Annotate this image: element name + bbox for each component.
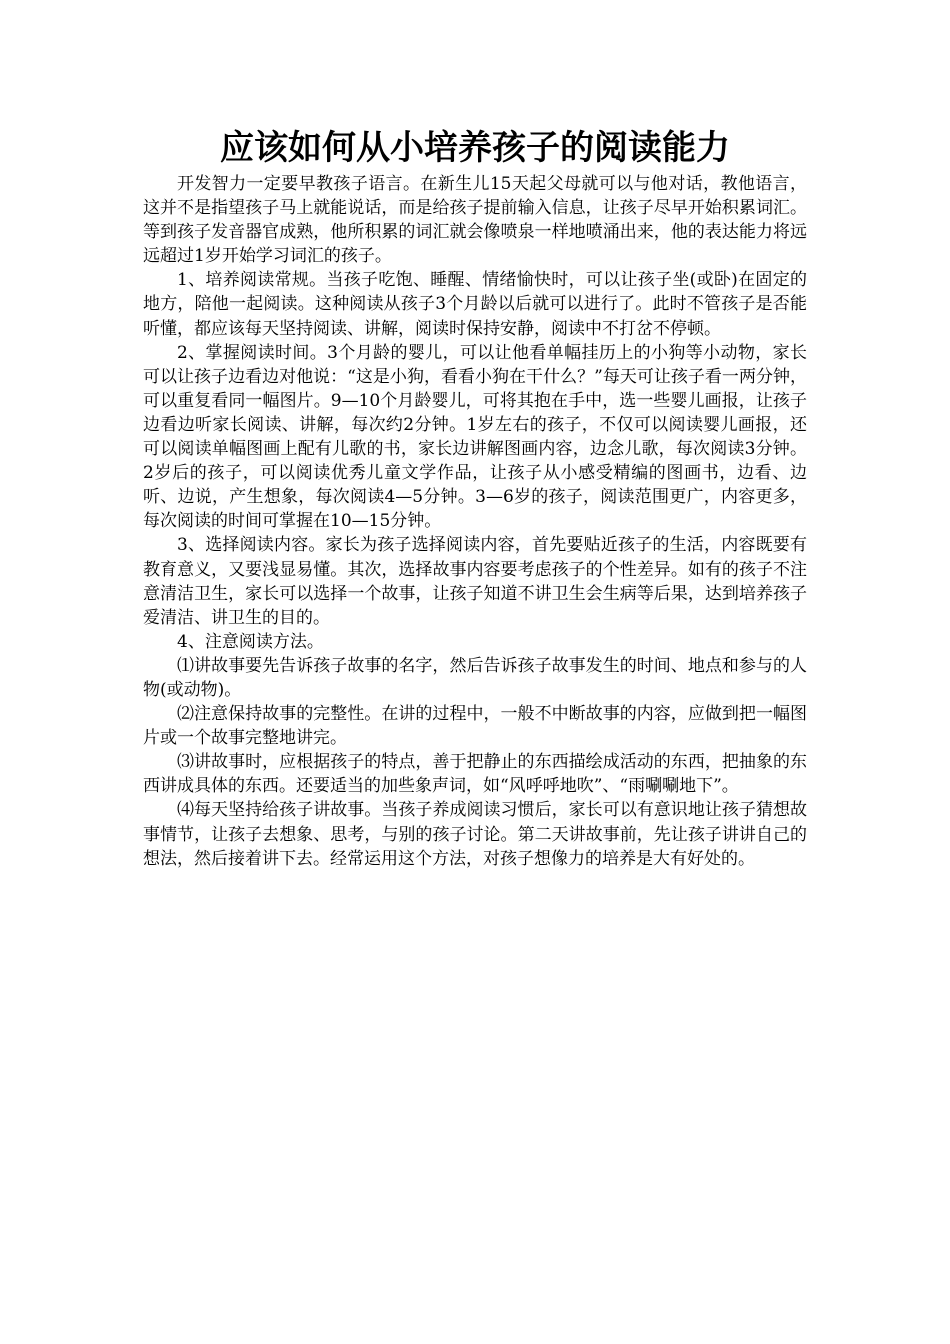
paragraph-method-2: ⑵注意保持故事的完整性。在讲的过程中，一般不中断故事的内容，应做到把一幅图片或一个故事完整地讲完。 [143, 704, 807, 749]
paragraph-reading-time: 2、掌握阅读时间。3个月龄的婴儿，可以让他看单幅挂历上的小狗等小动物，家长可以让孩子边看边对他说：“这是小狗，看看小狗在干什么？”每天可让孩子看一两分钟，可以重复看同一幅图片。9—10个月龄婴儿，可将其抱在手中，选一些婴儿画报，让孩子边看边听家长阅读、讲解，每次约2分钟。1岁左右的孩子，不仅可以阅读婴儿画报，还可以阅读单幅图画上配有儿歌的书，家长边讲解图画内容，边念儿歌，每次阅读3分钟。2岁后的孩子，可以阅读优秀儿童文学作品，让孩子从小感受精编的图画书，边看、边听、边说，产生想象，每次阅读4—5分钟。3—6岁的孩子，阅读范围更广，内容更多，每次阅读的时间可掌握在10—15分钟。 [143, 342, 807, 532]
paragraph-method-1: ⑴讲故事要先告诉孩子故事的名字，然后告诉孩子故事发生的时间、地点和参与的人物(或动物)。 [143, 655, 807, 700]
paragraph-reading-content: 3、选择阅读内容。家长为孩子选择阅读内容，首先要贴近孩子的生活，内容既要有教育意义，又要浅显易懂。其次，选择故事内容要考虑孩子的个性差异。如有的孩子不注意清洁卫生，家长可以选择一个故事，让孩子知道不讲卫生会生病等后果，达到培养孩子爱清洁、讲卫生的目的。 [143, 535, 807, 628]
paragraph-method-3: ⑶讲故事时，应根据孩子的特点，善于把静止的东西描绘成活动的东西，把抽象的东西讲成具体的东西。还要适当的加些象声词，如“风呼呼地吹”、“雨唰唰地下”。 [143, 752, 807, 797]
paragraph-reading-routine: 1、培养阅读常规。当孩子吃饱、睡醒、情绪愉快时，可以让孩子坐(或卧)在固定的地方，陪他一起阅读。这种阅读从孩子3个月龄以后就可以进行了。此时不管孩子是否能听懂，都应该每天坚持阅读、讲解，阅读时保持安静，阅读中不打岔不停顿。 [143, 270, 807, 339]
document-body [143, 172, 807, 871]
paragraph-intro: 开发智力一定要早教孩子语言。在新生儿15天起父母就可以与他对话，教他语言，这并不是指望孩子马上就能说话，而是给孩子提前输入信息，让孩子尽早开始积累词汇。等到孩子发音器官成熟，他所积累的词汇就会像喷泉一样地喷涌出来，他的表达能力将远远超过1岁开始学习词汇的孩子。 [143, 174, 807, 267]
document-title: 应该如何从小培养孩子的阅读能力 [220, 128, 730, 168]
paragraph-reading-method: 4、注意阅读方法。 [177, 631, 324, 652]
paragraph-method-4: ⑷每天坚持给孩子讲故事。当孩子养成阅读习惯后，家长可以有意识地让孩子猜想故事情节，让孩子去想象、思考，与别的孩子讨论。第二天讲故事前，先让孩子讲讲自己的想法，然后接着讲下去。经常运用这个方法，对孩子想像力的培养是大有好处的。 [143, 800, 807, 869]
